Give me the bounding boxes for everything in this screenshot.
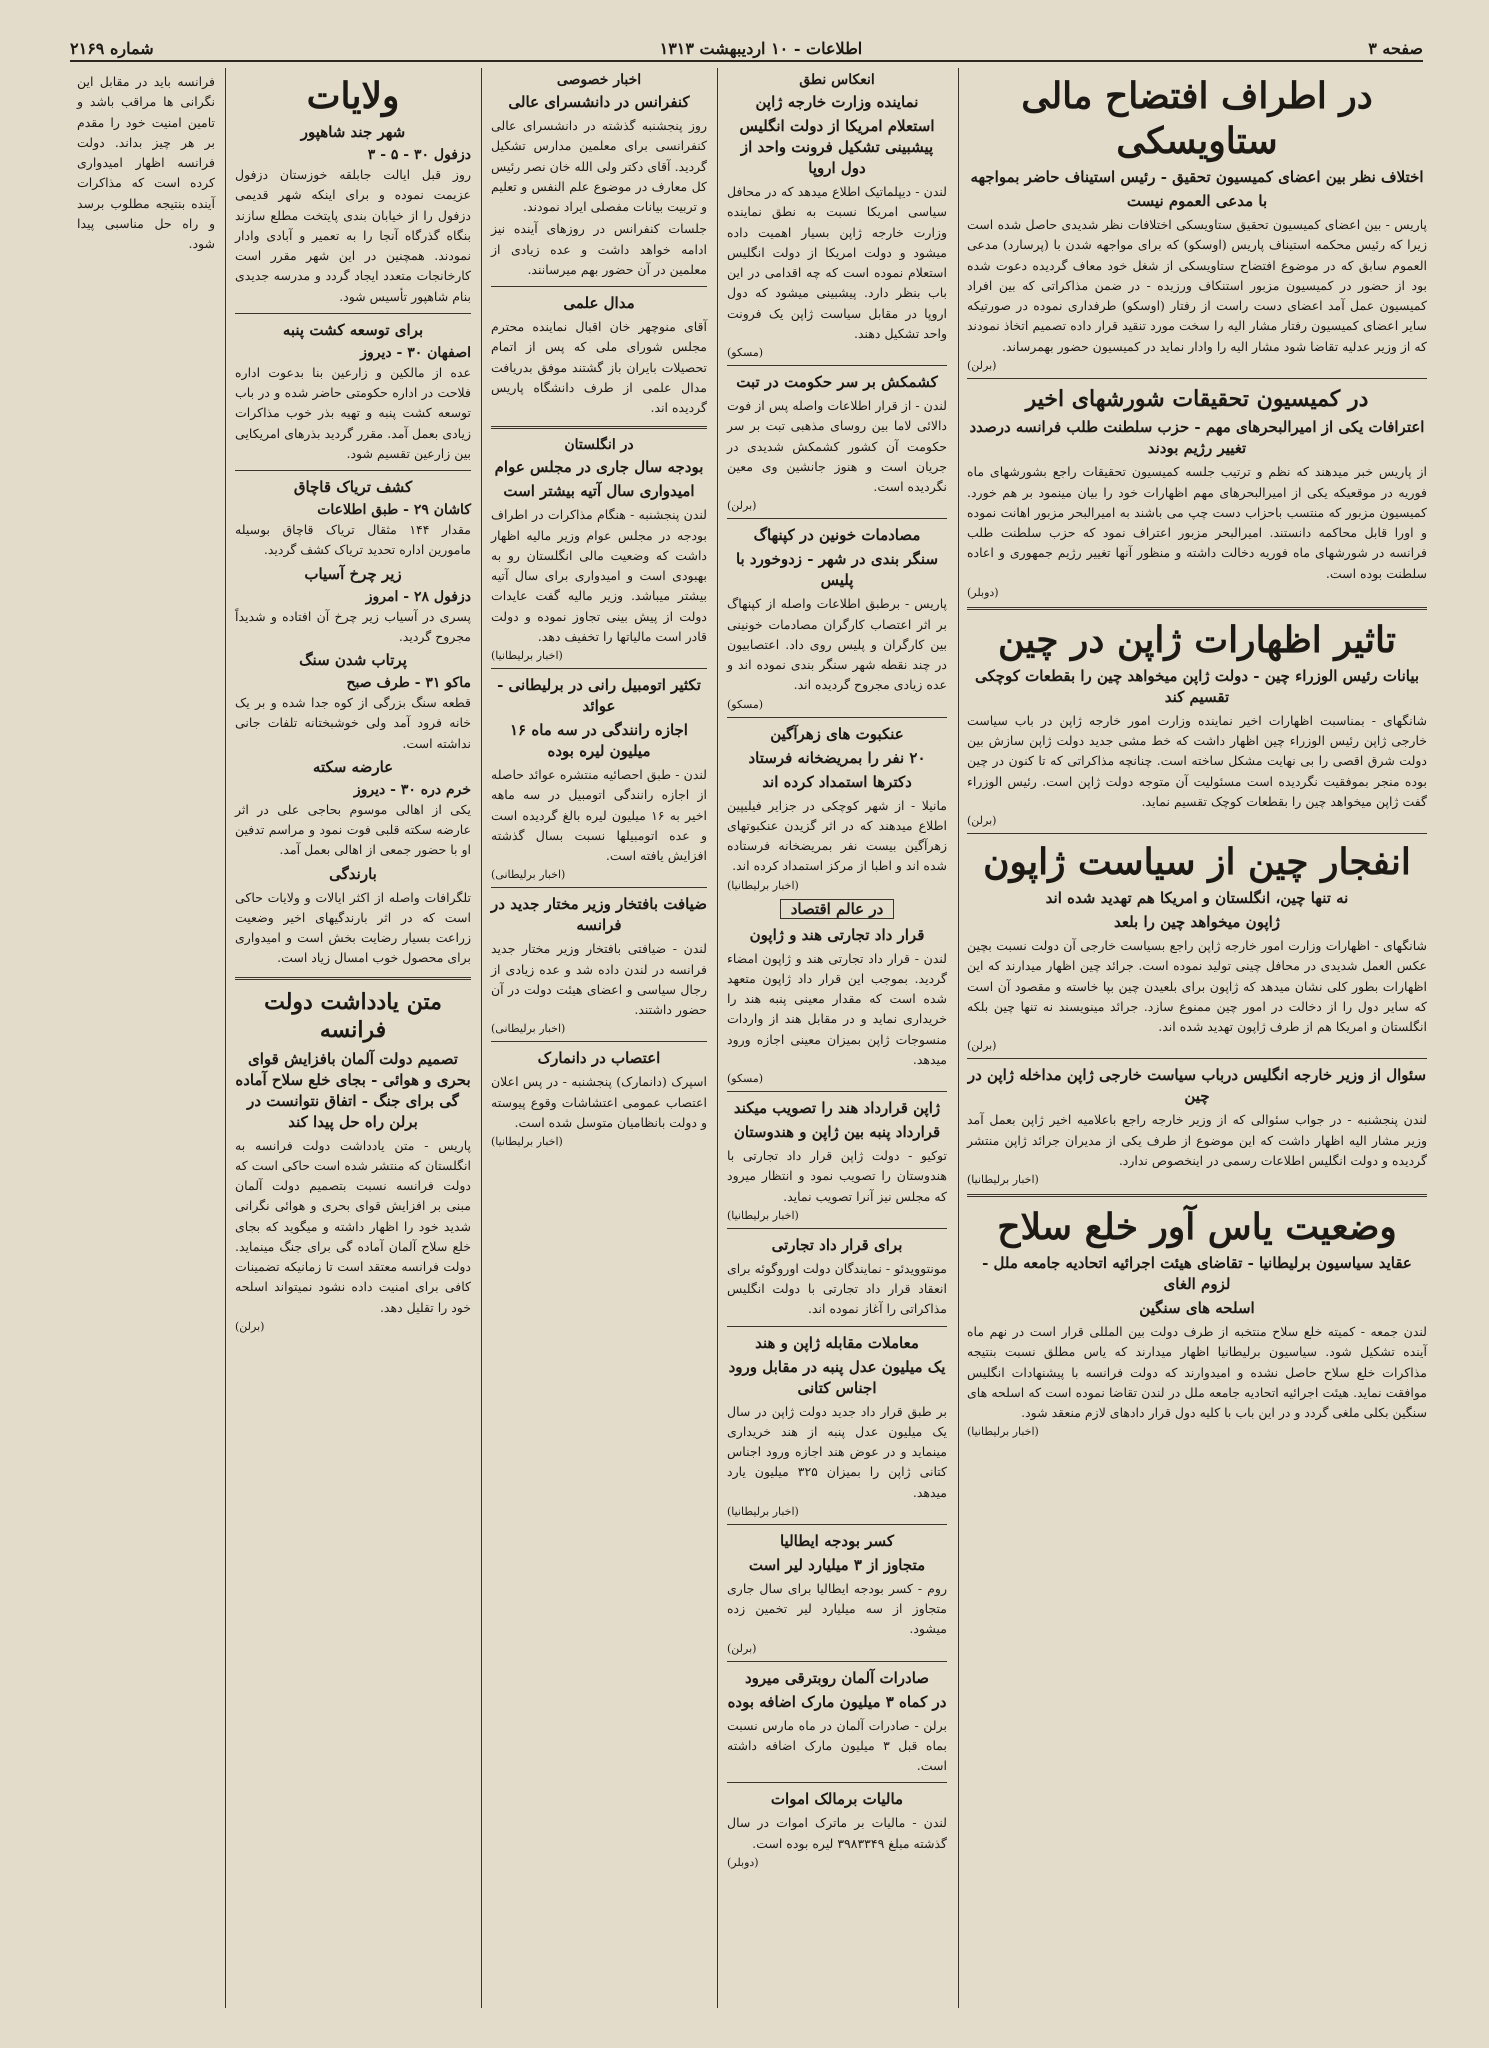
subheadline: اختلاف نظر بین اعضای کمیسیون تحقیق - رئیس استیناف حاضر بمواجهه (970, 168, 1424, 186)
divider (727, 717, 947, 718)
column-rule (225, 68, 226, 2008)
article-source: (مسکو) (727, 346, 764, 359)
headline: عنکبوت های زهرآگین (770, 724, 904, 743)
article-body: لندن - از قرار اطلاعات واصله پس از فوت دالائی لاما بین روسای مذهبی تبت بر سر حکومت آن کشور کشمکش شدیدی در جریان است و هنوز جانشین وی معین نگردیده است. (727, 398, 947, 494)
article-body: لندن - دیپلماتیک اطلاع میدهد که در محافل سیاسی امریکا نسبت به نطق نماینده وزارت خارجه ژاپن بسیار اهمیت داده میشود و دولت امریکا از دولت انگلیس استعلام نموده است که چه اقدامی در این باب بنظر دارد. پیشبینی میشود که دول اروپا در مقابل سیاست ژاپن یک فرونت واحد تشکیل دهند. (727, 184, 947, 341)
divider (235, 470, 471, 471)
article-body: لندن - قرار داد تجارتی هند و ژاپون امضاء گردید. بموجب این قرار داد ژاپون متعهد شده است که مقدار معینی پنبه هند را خریداری نماید و در مقابل هند از واردات منسوجات ژاپن بمیزان معینی اجازه ورود میدهد. (727, 950, 947, 1067)
headline: پرتاب شدن سنگ (299, 651, 407, 669)
article-body: برلن - صادرات آلمان در ماه مارس نسبت بماه قبل ۳ میلیون مارک اضافه داشته است. (727, 1717, 947, 1773)
article-body: قطعه سنگ بزرگی از کوه جدا شده و بر یک خانه فرود آمد ولی خوشبختانه تلفات جانی نداشته است. (235, 695, 471, 751)
headline: مدال علمی (563, 294, 635, 312)
article-source: (برلن) (235, 1319, 265, 1333)
headline: نماینده وزارت خارجه ژاپن (755, 93, 919, 111)
headline: ژاپن قرارداد هند را تصویب میکند (733, 1099, 941, 1117)
article-body: روز پنجشنبه گذشته در دانشسرای عالی کنفرانسی برای معلمین مدارس تشکیل گردید. آقای دکتر ولی الله خان نصر رئیس کل معارف در موضوع علم النفس و تعلیم و تربیت بیانات مفصلی ایراد نمودند. (491, 118, 707, 214)
section-box-economy: در عالم اقتصاد (780, 899, 895, 919)
article-body: مونتوویدئو - نمایندگان دولت اوروگوئه برای انعقاد قرار داد تجارتی با دولت انگلیس مذاکراتی را آغاز نموده اند. (727, 1260, 947, 1317)
headline: ضیافت بافتخار وزیر مختار جدید در فرانسه (491, 895, 707, 935)
section-kicker: اخبار خصوصی (556, 72, 642, 88)
column-rule (481, 68, 482, 2008)
article-source: (برلن) (727, 499, 757, 513)
article-source: (برلن) (967, 814, 997, 828)
headline: برای توسعه کشت پنبه (282, 320, 424, 339)
dateline: دزفول ۳۰ - ۵ - ۳ (367, 147, 471, 163)
article-body: شانگهای - بمناسبت اظهارات اخیر نماینده وزارت امور خارجه ژاپن در باب سیاست خارجی ژاپن رئیس الوزراء چین اظهار داشت که خط مشی جدید دولت ژاپن سازش بین دولت شرق اقصی را بی نهایت مشکل ساخته است. چنانچه مذاکراتی که تا کنون در چین بوده منجر بموفقیت نگردیده است مسئولیت آن متوجه دولت ژاپن است. رئیس الوزراء گفت ژاپن میخواهد چین را بقطعات کوچک تقسیم نماید. (967, 712, 1427, 809)
article-source: (دوبلر) (727, 1855, 759, 1869)
divider (727, 1091, 947, 1092)
subheadline: استعلام امریکا از دولت انگلیس پیشبینی تشکیل فرونت واحد از دول اروپا (739, 117, 935, 177)
headline: صادرات آلمان روبترقی میرود (744, 1668, 930, 1687)
headline: برای قرار داد تجارتی (771, 1235, 903, 1254)
headline-stavisky: در اطراف افتضاح مالی ستاویسکی (1021, 75, 1373, 162)
article-body: توکیو - دولت ژاپن قرار داد تجارتی با هندوستان را تصویب نمود و انتظار میرود که مجلس نیز آنرا تصویب نماید. (727, 1148, 947, 1204)
issue-number: شماره ۲۱۶۹ (70, 38, 154, 58)
headline: کشمکش بر سر حکومت در تبت (736, 373, 938, 391)
subheadline: قرارداد پنبه بین ژاپن و هندوستان (733, 1123, 941, 1141)
article-source: (اخبار برلیطانی) (491, 1022, 566, 1036)
article-body: شانگهای - اظهارات وزارت امور خارجه ژاپن راجع بسیاست خارجی آن دولت نسبت بچین عکس العمل شدیدی در محافل چینی تولید نموده است. جرائد چین اظهار میدارند که این اظهارات بطور کلی نشان میدهد که ژاپون برای بلعیدن چین بپا خاسته و مقصود آن است که سایر دول را از دخالت در امور چین ممنوع سازد. جرائد مینویسند نه تنها چین بلکه انگلستان و امریکا هم از طرف ژاپون تهدید شده اند. (967, 938, 1427, 1035)
article-source: (اخبار برلیطانیا) (727, 1208, 799, 1222)
subheadline: نه تنها چین، انگلستان و امریکا هم تهدید شده اند (1045, 889, 1349, 908)
column-foreign-news (721, 70, 953, 2018)
article-body: یکی از اهالی موسوم بحاجی علی در اثر عارضه سکته قلبی فوت نمود و مراسم تدفین او با حضور جمعی از اهالی بعمل آمد. (235, 801, 471, 858)
subheadline: ژاپون میخواهد چین را بلعد (1113, 913, 1281, 932)
article-body: عده از مالکین و زارعین بنا بدعوت اداره فلاحت در اداره حکومتی حاضر شده و در باب توسعه کشت پنبه و تهیه بذر خوب مذاکرات زیادی بعمل آمد. مقرر گردید بذرهای امریکایی بین زارعین تقسیم شود. (235, 364, 471, 461)
headline: تکثیر اتومبیل رانی در برلیطانی - عوائد (497, 676, 701, 715)
subheadline: متجاوز از ۳ میلیارد لیر است (748, 1555, 926, 1574)
divider (727, 1524, 947, 1525)
article-source: (اخبار برلیطانیا) (727, 1504, 799, 1518)
article-body: پسری در آسیاب زیر چرخ آن افتاده و شدیداً مجروح گردید. (235, 608, 471, 644)
divider (967, 833, 1427, 834)
article-body: روز قبل ایالت جابلقه خوزستان دزفول عزیمت نموده و برای اینکه شهر قدیمی دزفول را از خیابان بندی پایتخت مطلع سازند بنگاه گذرگاه آنجا را به تعمیر و آبادی وادار نمودند. همچنین در این شهر مقرر است کارخانجات متعدد ایجاد گردد و مدرسه جدیدی بنام شاهپور تأسیس شود. (235, 167, 471, 304)
headline: زیر چرخ آسیاب (304, 564, 402, 583)
article-body: پاریس - بین اعضای کمیسیون تحقیق ستاویسکی اختلافات نظر شدیدی حاصل شده است زیرا که رئیس محکمه استیناف پاریس (اوسکو) که برای مواجهه شدن با (پرسارد) مدعی العموم سابق که در موضوع افتضاح ستاویسکی از شغل خود معاف گردیده دعوت شده بود از حضور در کمیسیون مزبور استنکاف ورزیده - در ضمن مذاکراتی که بین افراد کمیسیون عمل آمد اعضای دست راست از رفتار (اوسکو) طرفداری نموده در صورتیکه سایر اعضای کمیسیون رفتار مشار الیه را سخت مورد تنقید قرار داده تصمیم اتخاذ نمودند که از وزیر عدلیه تقاضا شود مشار الیه را وادار نماید در کمیسیون حضور بهمرساند. (967, 217, 1427, 354)
divider (727, 1228, 947, 1229)
column-rule (717, 68, 718, 2008)
article-body: پاریس - برطبق اطلاعات واصله از کپنهاگ بر اثر اعتصاب کارگران مصادمات خونینی بین کارگران و پلیس روی داد. اعتصابیون در چند نقطه شهر سنگر بندی نموده اند و عده زیادی مجروح گردیده اند. (727, 596, 947, 693)
article-source: (اخبار برلیطانی) (491, 868, 566, 882)
headline: عارضه سکته (312, 757, 394, 776)
subheadline: سنگر بندی در شهر - زدوخورد با پلیس (735, 550, 939, 590)
divider (235, 313, 471, 314)
subheadline: یک میلیون عدل پنبه در مقابل ورود اجناس کتانی (728, 1357, 946, 1397)
article-body: بر طبق قرار داد جدید دولت ژاپن در سال یک میلیون عدل پنبه از هند خریداری مینماید و در عوض هند اجازه ورود اجناس کتانی ژاپن را بمیزان ۳۲۵ میلیون یارد میدهد. (727, 1403, 947, 1500)
article-body: فرانسه باید در مقابل این نگرانی ها مراقب باشد و تامین امنیت خود را مقدم بر هر چیز بداند. دولت فرانسه اظهار امیدواری کرده است که مذاکرات آینده بنتیجه مطلوب برسد و راه حل مناسبی پیدا شود. (77, 74, 215, 251)
article-source: (برلن) (727, 1641, 757, 1655)
article-source: (اخبار برلیطانیا) (967, 1425, 1039, 1439)
headline: کنفرانس در دانشسرای عالی (508, 93, 690, 111)
article-body: اسپرک (دانمارک) پنجشنبه - در پس اعلان اعتصاب عمومی اعتشاشات وقوع پیوسته و دولت بانظامیان متوسل شده است. (491, 1074, 707, 1130)
divider (727, 1326, 947, 1327)
headline: بودجه سال جاری در مجلس عوام (494, 458, 704, 477)
dateline: کاشان ۲۹ - طبق اطلاعات (317, 502, 471, 518)
section-kicker: انعکاس نطق (799, 72, 875, 88)
headline-disarmament: وضعیت یاس آور خلع سلاح (997, 1206, 1397, 1249)
headline-china-explosion: انفجار چین از سیاست ژاپون (983, 841, 1411, 884)
article-body: جلسات کنفرانس در روزهای آینده نیز ادامه خواهد داشت و عده زیادی از معلمین در آن حضور بهم میرسانند. (491, 221, 707, 277)
headline: کسر بودجه ایطالیا (779, 1531, 895, 1550)
divider (727, 1661, 947, 1662)
subheadline: تصمیم دولت آلمان بافزایش قوای بحری و هوائی - بجای خلع سلاح آماده گی برای جنگ - اتفاق نتوانست در برلن راه حل پیدا کند (235, 1049, 471, 1131)
headline-french-note: متن یادداشت دولت فرانسه (264, 988, 442, 1044)
divider (491, 1041, 707, 1042)
article-source: (اخبار برلیطانیا) (491, 1135, 563, 1148)
subheadline: بیانات رئیس الوزراء چین - دولت ژاپن میخواهد چین را بقطعات کوچکی تقسیم کند (974, 666, 1420, 706)
subheadline: اجازه رانندگی در سه ماه ۱۶ میلیون لیره بوده (510, 721, 688, 760)
article-body: مانیلا - از شهر کوچکی در جزایر فیلیپین اطلاع میدهند که در اثر گزیدن عنکبوتهای زهرآگین بیست نفر بمریضخانه فرستاده شده اند و اطبا از مرکز استمداد کرده اند. (727, 797, 947, 874)
divider (967, 378, 1427, 379)
headline-japan-china: تاثیر اظهارات ژاپن در چین (997, 618, 1397, 661)
article-source: (دوبلر) (967, 585, 999, 599)
headline: اعتصاب در دانمارک (537, 1049, 661, 1068)
article-source: (مسکو) (727, 697, 764, 711)
divider (235, 977, 471, 980)
column-provinces (229, 70, 477, 2018)
article-body: تلگرافات واصله از اکثر ایالات و ولایات حاکی است که در اثر بارندگیهای اخیر وضعیت زراعت بسیار رضایت بخش است و امیدواری برای محصول خوب امسال زیاد است. (235, 889, 471, 966)
headline: شهر جند شاهپور (300, 123, 406, 141)
divider (727, 518, 947, 519)
article-source: (برلن) (967, 358, 997, 372)
headline: بارندگی (329, 864, 377, 883)
divider (491, 426, 707, 429)
section-kicker: در انگلستان (564, 437, 634, 454)
article-source: (اخبار برلیطانیا) (967, 1173, 1039, 1187)
column-rule (958, 68, 959, 2008)
article-body: از پاریس خبر میدهند که نظم و ترتیب جلسه کمیسیون تحقیقات راجع بشورشهای ماه فوریه در موقعیکه یکی از امیرالبحرهای مهم اظهارات خود را بیان مینمود بر هم خورد. کمیسیون مزبور که منتسب باحزاب دست چپ می باشند به امیرالبحر مزبور اهانت نموده و اورا قابل محاکمه دانستند. امیرالبحر مزبور اعتراف نمود که حزب سلطنت طلب فرانسه در شورشهای ماه فوریه دخالت داشته و منظور آنها تغییر رژیم جمهوری و اعاده سلطنت بوده است. (967, 464, 1427, 581)
subheadline: اسلحه های سنگین (1139, 1299, 1255, 1318)
article-source: (مسکو) (727, 1072, 764, 1085)
paper-date: اطلاعات - ۱۰ اردیبهشت ۱۳۱۳ (659, 38, 863, 58)
headline: مالیات برمالک اموات (770, 1790, 904, 1809)
headline-riots-commission: در کمیسیون تحقیقات شورشهای اخیر (1025, 385, 1369, 412)
headline: کشف تریاک قاچاق (293, 478, 413, 496)
article-body: پاریس - متن یادداشت دولت فرانسه به انگلستان که منتشر شده است حاکی است که دولت فرانسه نسبت بتصمیم دولت آلمان مبنی بر افزایش قوای بحری و هوائی نگرانی شدید خود را اظهار داشته و میگوید که بجای خلع سلاح آلمان آماده گی برای جنگ مینماید. دولت فرانسه معتقد است تا زمانیکه تضمینات کافی برای امنیت داده نشود نمیتواند اسلحه خود را تقلیل دهد. (235, 1137, 471, 1315)
section-title-provinces: ولایات (306, 75, 400, 117)
divider (491, 286, 707, 287)
column-main-news (961, 70, 1433, 2018)
headline-british-question: سئوال از وزیر خارجه انگلیس درباب سیاست خارجی ژاپن مداخله ژاپن در چین (967, 1066, 1427, 1106)
divider (491, 668, 707, 669)
headline: معاملات مقابله ژاپن و هند (755, 1333, 919, 1352)
column-continuation (71, 70, 221, 2018)
divider (491, 887, 707, 888)
article-body: لندن - مالیات بر ماترک اموات در سال گذشته مبلغ ۳۹۸۳۳۴۹ لیره بوده است. (727, 1815, 947, 1851)
article-source: (اخبار برلیطانیا) (727, 878, 799, 892)
article-body: لندن - ضیافتی بافتخار وزیر مختار جدید فرانسه در لندن داده شد و عده زیادی از رجال سیاسی و اعضای هیئت دولت در آن حضور داشتند. (491, 941, 707, 1017)
divider (967, 1058, 1427, 1059)
subheadline: اعترافات یکی از امیرالبحرهای مهم - حزب سلطنت طلب فرانسه درصدد تغییر رژیم بودند (969, 418, 1425, 458)
article-body: لندن جمعه - کمیته خلع سلاح منتخبه از طرف دولت بین المللی قرار است در نهم ماه آینده تشکیل شود. سیاسیون برلیطانیا اظهار میدارند که یاس مطلق نسبت بنتیجه مذاکرات خلع سلاح حاصل نشده و امیدوارند که دولت فرانسه با پیشنهادات انگلیس موافقت نماید. هیئت اجرائیه اتحادیه جامعه ملل در لندن تقاضا نموده است که اسلحه های سنگین بکلی ملغی گردد و در این باب با کلیه دول قرار دادهای لازم منعقد شود. (967, 1324, 1427, 1421)
masthead (70, 36, 1423, 62)
article-body: لندن پنجشنبه - در جواب سئوالی که از وزیر خارجه راجع باعلامیه اخیر ژاپن بعمل آمد وزیر مشار الیه اظهار داشت که این موضوع از طرف یکی از مدیران جرائد ژاپن منتشر گردیده و دولت انگلیس اطلاعات رسمی در اینخصوص ندارد. (967, 1112, 1427, 1168)
dateline: ماکو ۳۱ - طرف صبح (346, 675, 471, 691)
subheadline: امیدواری سال آتیه بیشتر است (503, 482, 695, 501)
divider (727, 365, 947, 366)
dateline: اصفهان ۳۰ - دیروز (360, 344, 471, 361)
article-body: لندن پنجشنبه - هنگام مذاکرات در اطراف بودجه در مجلس عوام وزیر مالیه اظهار داشت که وضعیت مالی انگلستان رو به بهبودی است و امیدواری برای سال آتیه بیشتر میباشد. وزیر مالیه گفت عایدات دولت از پیش بینی تجاوز نموده و دولت قادر است مالیاتها را تخفیف دهد. (491, 507, 707, 644)
headline: مصادمات خونین در کپنهاگ (753, 526, 921, 545)
subheadline: ۲۰ نفر را بمریضخانه فرستاد (748, 748, 926, 767)
dateline: دزفول ۲۸ - امروز (365, 588, 471, 605)
dateline: خرم دره ۳۰ - دیروز (353, 781, 471, 798)
subheadline: در کماه ۳ میلیون مارک اضافه بوده (727, 1692, 947, 1711)
subheadline: با مدعی العموم نیست (1126, 192, 1268, 210)
article-source: (برلن) (967, 1039, 997, 1053)
article-body: مقدار ۱۴۴ مثقال تریاک قاچاق بوسیله مامورین اداره تحدید تریاک کشف گردید. (235, 522, 471, 558)
article-body: لندن - طبق احصائیه منتشره عوائد حاصله از اجازه رانندگی اتومبیل در سه ماهه اخیر به ۱۶ میلیون لیره بالغ گردیده است و عده اتومبیلها نسبت بسال گذشته افزایش یافته است. (491, 767, 707, 863)
article-body: آقای منوچهر خان اقبال نماینده محترم مجلس شورای ملی که پس از اتمام تحصیلات بایران باز گشتند موفق بدریافت مدال علمی از طرف دانشگاه پاریس گردیده اند. (491, 319, 707, 415)
column-special-news (485, 70, 713, 2018)
divider (967, 1194, 1427, 1197)
page-label: صفحه ۳ (1368, 38, 1423, 58)
subheadline: دکترها استمداد کرده اند (762, 772, 912, 791)
headline: قرار داد تجارتی هند و ژاپون (749, 925, 925, 944)
article-body: روم - کسر بودجه ایطالیا برای سال جاری متجاوز از سه میلیارد لیر تخمین زده میشود. (727, 1580, 947, 1637)
divider (727, 1782, 947, 1783)
subheadline: عقاید سیاسیون برلیطانیا - تقاضای هیئت اجرائیه اتحادیه جامعه ملل - لزوم الغای (982, 1254, 1412, 1294)
article-source: (اخبار برلیطانیا) (491, 649, 563, 662)
divider (967, 607, 1427, 610)
